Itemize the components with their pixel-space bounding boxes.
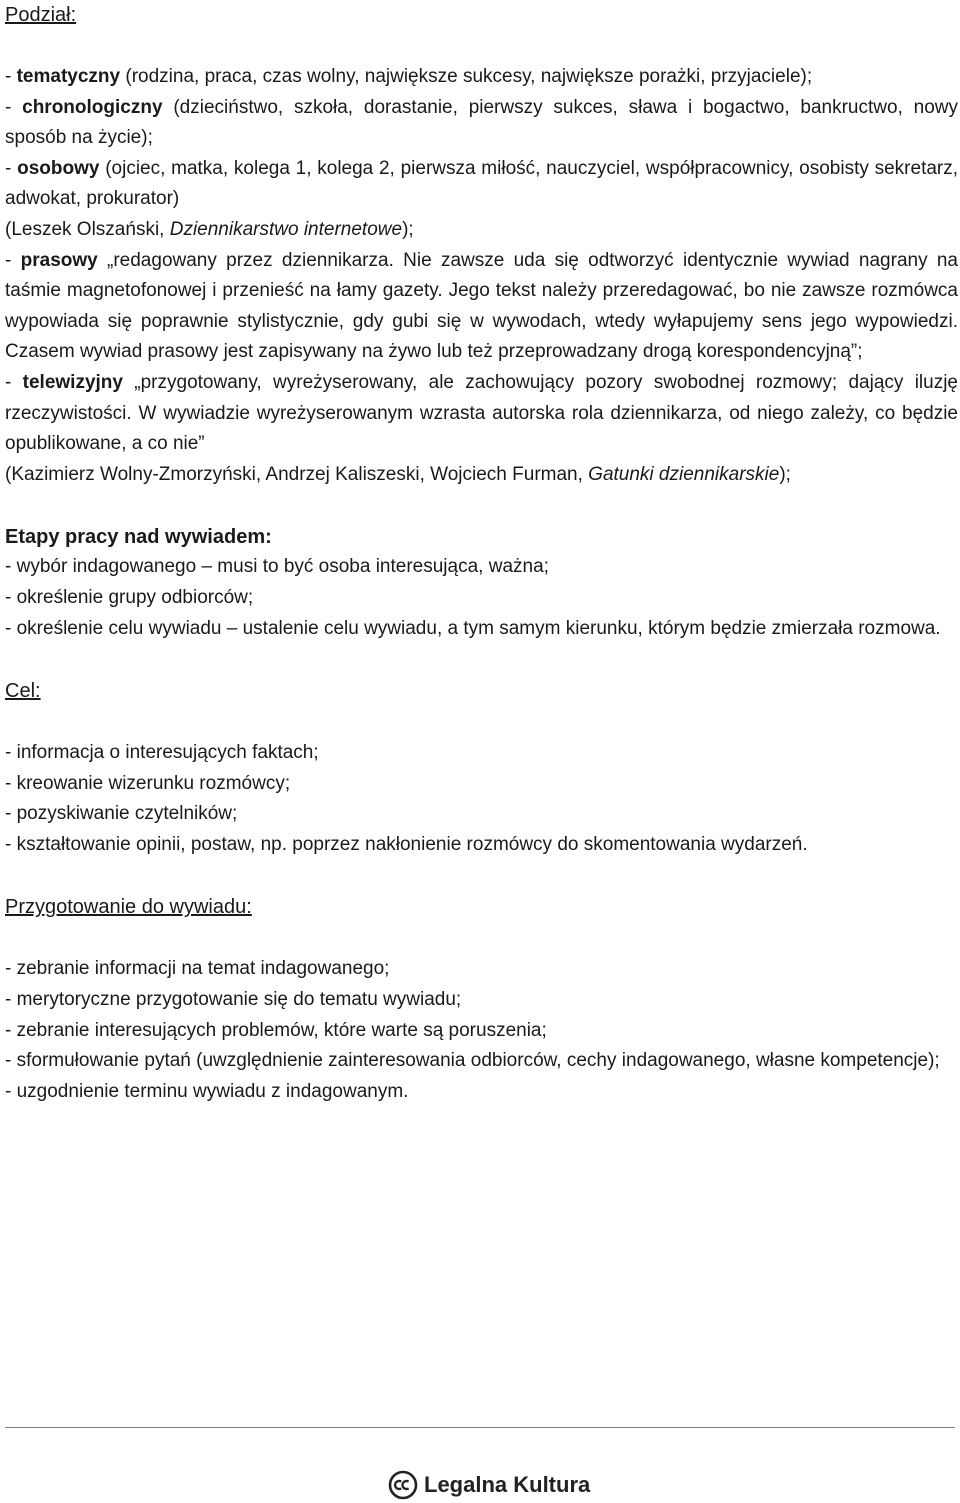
document-body xyxy=(5,0,958,1107)
list-item: - zebranie interesujących problemów, które warte są poruszenia; xyxy=(5,1019,547,1041)
list-item: - informacja o interesujących faktach; xyxy=(5,742,319,764)
list-item: - wybór indagowanego – musi to być osoba interesująca, ważna; xyxy=(5,556,549,578)
list-item-tematyczny: - tematyczny (rodzina, praca, czas wolny, największe sukcesy, największe porażki, przyjaciele); xyxy=(5,66,813,87)
heading-przygotowanie: Przygotowanie do wywiadu: xyxy=(5,896,252,919)
term-chronologiczny: chronologiczny xyxy=(22,96,163,118)
list-item-osobowy: - osobowy (ojciec, matka, kolega 1, kolega 2, pierwsza miłość, nauczyciel, współpracownicy, osobisty sekretarz, adwokat, prokurator) xyxy=(5,157,959,210)
prasowy-text: „redagowany przez dziennikarza. Nie zawsze uda się odtworzyć identycznie wywiad nagrany na taśmie magnetofonowej i przenieść na łamy gazety. Jego tekst należy przeredagować, bo nie zawsze rozmówca wypowiada się poprawnie stylistycznie, gdy gubi się w wywodach, wtedy wyłapujemy sens jego wypowiedzi. Czasem wywiad prasowy jest zapisywany na żywo lub też przeprowadzany drogą korespondencyjną”; xyxy=(5,249,958,363)
chronologiczny-text: (dzieciństwo, szkoła, dorastanie, pierwszy sukces, sława i bogactwo, bankructwo, nowy sposób na życie); xyxy=(5,96,958,149)
term-osobowy: osobowy xyxy=(17,157,100,179)
list-item: - zebranie informacji na temat indagowanego; xyxy=(5,958,390,980)
footer-divider xyxy=(5,1427,955,1428)
citation-title: Dziennikarstwo internetowe xyxy=(169,218,403,240)
list-item: - kreowanie wizerunku rozmówcy; xyxy=(5,772,291,794)
citation-end: ); xyxy=(779,463,791,485)
list-item-telewizyjny: - telewizyjny „przygotowany, wyreżyserowany, ale zachowujący pozory swobodnej rozmowy; dający iluzję rzeczywistości. W wywiadzie wyreżyserowanym wzrasta autorska rola dziennikarza, od niego zależy, co będzie opublikowane, a co nie” xyxy=(5,371,958,455)
list-item: - określenie celu wywiadu – ustalenie celu wywiadu, a tym samym kierunku, którym będzie zmierzała rozmowa. xyxy=(5,617,941,639)
list-item: - merytoryczne przygotowanie się do tematu wywiadu; xyxy=(5,989,462,1011)
citation-end: ); xyxy=(402,218,414,240)
term-prasowy: prasowy xyxy=(20,249,98,271)
telewizyjny-text: „przygotowany, wyreżyserowany, ale zachowujący pozory swobodnej rozmowy; dający iluzję rzeczywistości. W wywiadzie wyreżyserowanym wzrasta autorska rola dziennikarza, od niego zależy, co będzie opublikowane, a co nie” xyxy=(5,371,958,455)
term-telewizyjny: telewizyjny xyxy=(22,371,123,393)
brand-name: Legalna Kultura xyxy=(424,1472,591,1497)
list-item: - kształtowanie opinii, postaw, np. poprzez nakłonienie rozmówcy do skomentowania wydarzeń. xyxy=(5,833,808,855)
list-item: - sformułowanie pytań (uwzględnienie zainteresowania odbiorców, cechy indagowanego, własne kompetencje); xyxy=(5,1050,940,1072)
heading-etapy: Etapy pracy nad wywiadem: xyxy=(5,526,272,549)
heading-cel: Cel: xyxy=(5,680,41,703)
list-item-chronologiczny: - chronologiczny (dzieciństwo, szkoła, dorastanie, pierwszy sukces, sława i bogactwo, bankructwo, nowy sposób na życie); xyxy=(5,96,958,149)
citation-title: Gatunki dziennikarskie xyxy=(588,463,780,485)
list-item-prasowy: - prasowy „redagowany przez dziennikarza. Nie zawsze uda się odtworzyć identycznie wywiad nagrany na taśmie magnetofonowej i przenieść na łamy gazety. Jego tekst należy przeredagować, bo nie zawsze rozmówca wypowiada się poprawnie stylistycznie, gdy gubi się w wywodach, wtedy wyłapujemy sens jego wypowiedzi. Czasem wywiad prasowy jest zapisywany na żywo lub też przeprowadzany drogą korespondencyjną”; xyxy=(5,249,958,363)
creative-commons-icon xyxy=(388,1470,418,1500)
citation-olszanski xyxy=(5,215,958,246)
citation-gatunki xyxy=(5,460,958,491)
heading-podzial: Podział: xyxy=(5,4,77,26)
citation-author: (Leszek Olszański, xyxy=(5,218,170,240)
footer-brand xyxy=(388,1470,590,1500)
citation-authors: (Kazimierz Wolny-Zmorzyński, Andrzej Kaliszeski, Wojciech Furman, xyxy=(5,463,589,485)
list-item: - pozyskiwanie czytelników; xyxy=(5,803,238,825)
tematyczny-text: (rodzina, praca, czas wolny, największe sukcesy, największe porażki, przyjaciele); xyxy=(125,66,813,87)
list-item: - uzgodnienie terminu wywiadu z indagowanym. xyxy=(5,1080,409,1102)
list-item: - określenie grupy odbiorców; xyxy=(5,586,254,608)
term-tematyczny: tematyczny xyxy=(16,66,121,87)
osobowy-text: (ojciec, matka, kolega 1, kolega 2, pierwsza miłość, nauczyciel, współpracownicy, osobisty sekretarz, adwokat, prokurator) xyxy=(5,157,959,210)
